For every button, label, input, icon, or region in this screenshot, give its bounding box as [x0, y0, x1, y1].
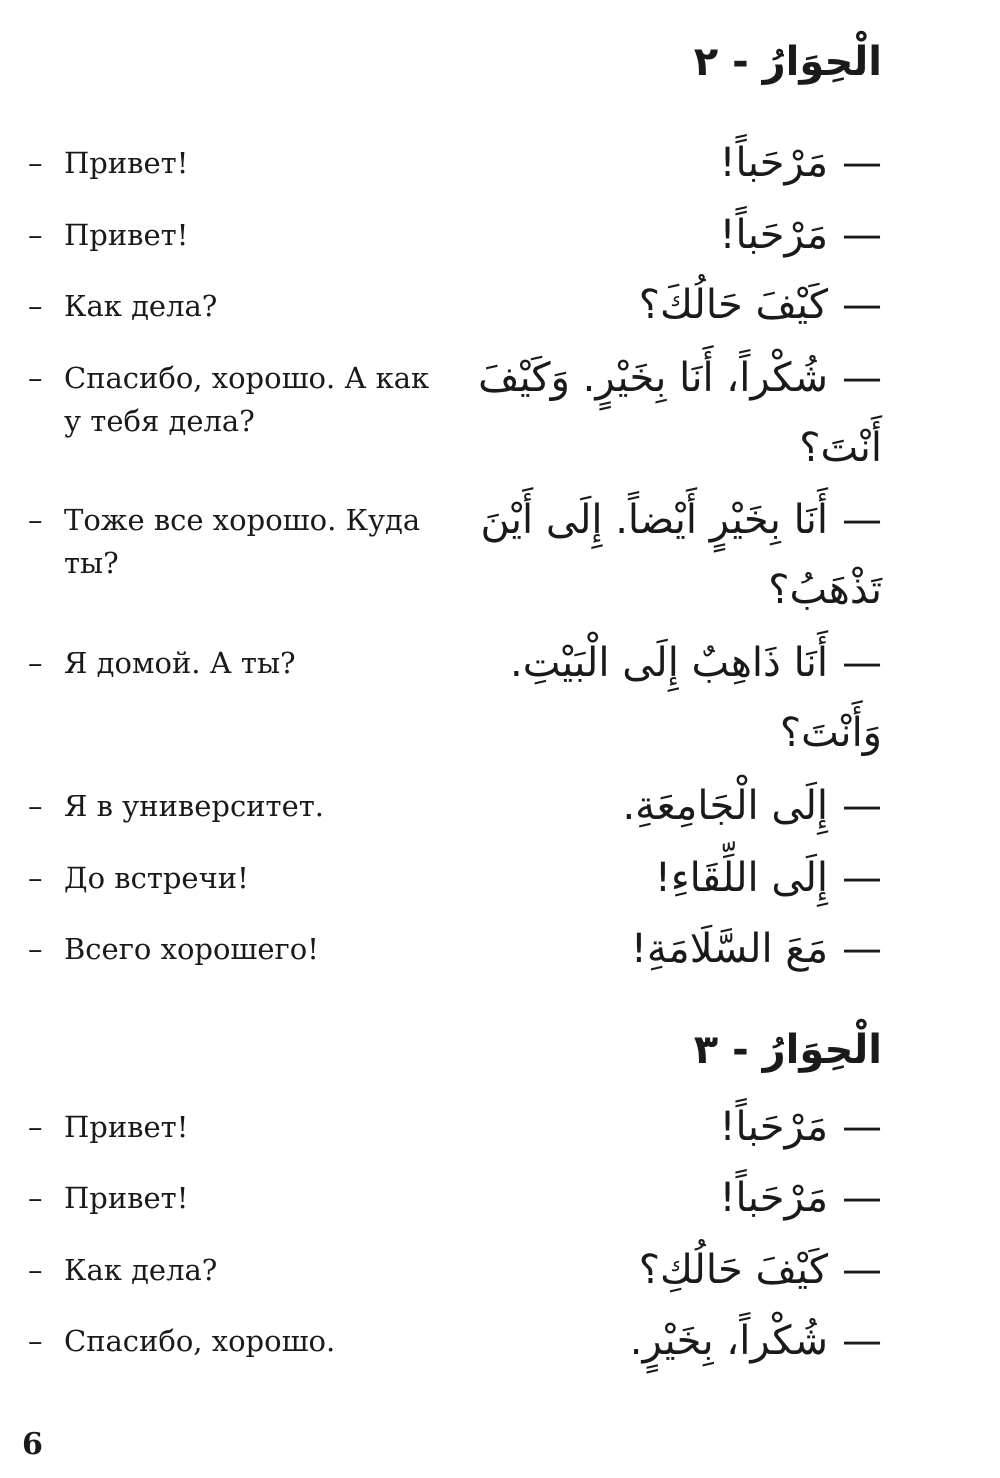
arabic-line: —أَنَا بِخَيْرٍ أَيْضاً. إِلَى أَيْنَ تَذْهَبُ؟ [480, 497, 882, 613]
arabic-line: —مَرْحَباً! [719, 1104, 882, 1150]
arabic-line: —مَرْحَباً! [719, 212, 882, 258]
russian-line: – Я домой. А ты? [28, 646, 296, 680]
arabic-line: —شُكْراً، أَنَا بِخَيْرٍ. وَكَيْفَ أَنْتَ؟ [478, 355, 882, 471]
russian-line: – Тоже все хорошо. Куда ты? [28, 503, 421, 580]
russian-line: – Спасибо, хорошо. А как у тебя дела? [28, 361, 430, 438]
arabic-line: —إِلَى الْجَامِعَةِ. [622, 783, 882, 829]
arabic-line: —مَعَ السَّلَامَةِ! [630, 926, 882, 972]
russian-line: – Привет! [28, 1181, 189, 1215]
arabic-line: —مَرْحَباً! [719, 1175, 882, 1221]
russian-line: – Я в университет. [28, 789, 324, 823]
arabic-line: —كَيْفَ حَالُكِ؟ [638, 1247, 882, 1293]
russian-line: – Привет! [28, 1110, 189, 1144]
arabic-line: —شُكْراً، بِخَيْرٍ. [629, 1318, 882, 1364]
russian-line: – Как дела? [28, 1253, 218, 1287]
arabic-line: —مَرْحَباً! [719, 140, 882, 186]
russian-line: – Привет! [28, 218, 189, 252]
dialogue-2-title: الْحِوَارُ - ٢ [693, 39, 882, 85]
arabic-line: —كَيْفَ حَالُكَ؟ [638, 282, 882, 328]
page-number: 6 [22, 1427, 43, 1462]
russian-line: – Как дела? [28, 289, 218, 323]
russian-line: – Привет! [28, 146, 189, 180]
russian-line: – Спасибо, хорошо. [28, 1324, 336, 1358]
arabic-line: —أَنَا ذَاهِبٌ إِلَى الْبَيْتِ. وَأَنْتَ؟ [510, 640, 882, 756]
arabic-line: —إِلَى اللِّقَاءِ! [654, 855, 882, 901]
dialogue-3-title: الْحِوَارُ - ٣ [693, 1027, 882, 1073]
russian-line: – Всего хорошего! [28, 932, 319, 966]
russian-line: – До встречи! [28, 861, 249, 895]
